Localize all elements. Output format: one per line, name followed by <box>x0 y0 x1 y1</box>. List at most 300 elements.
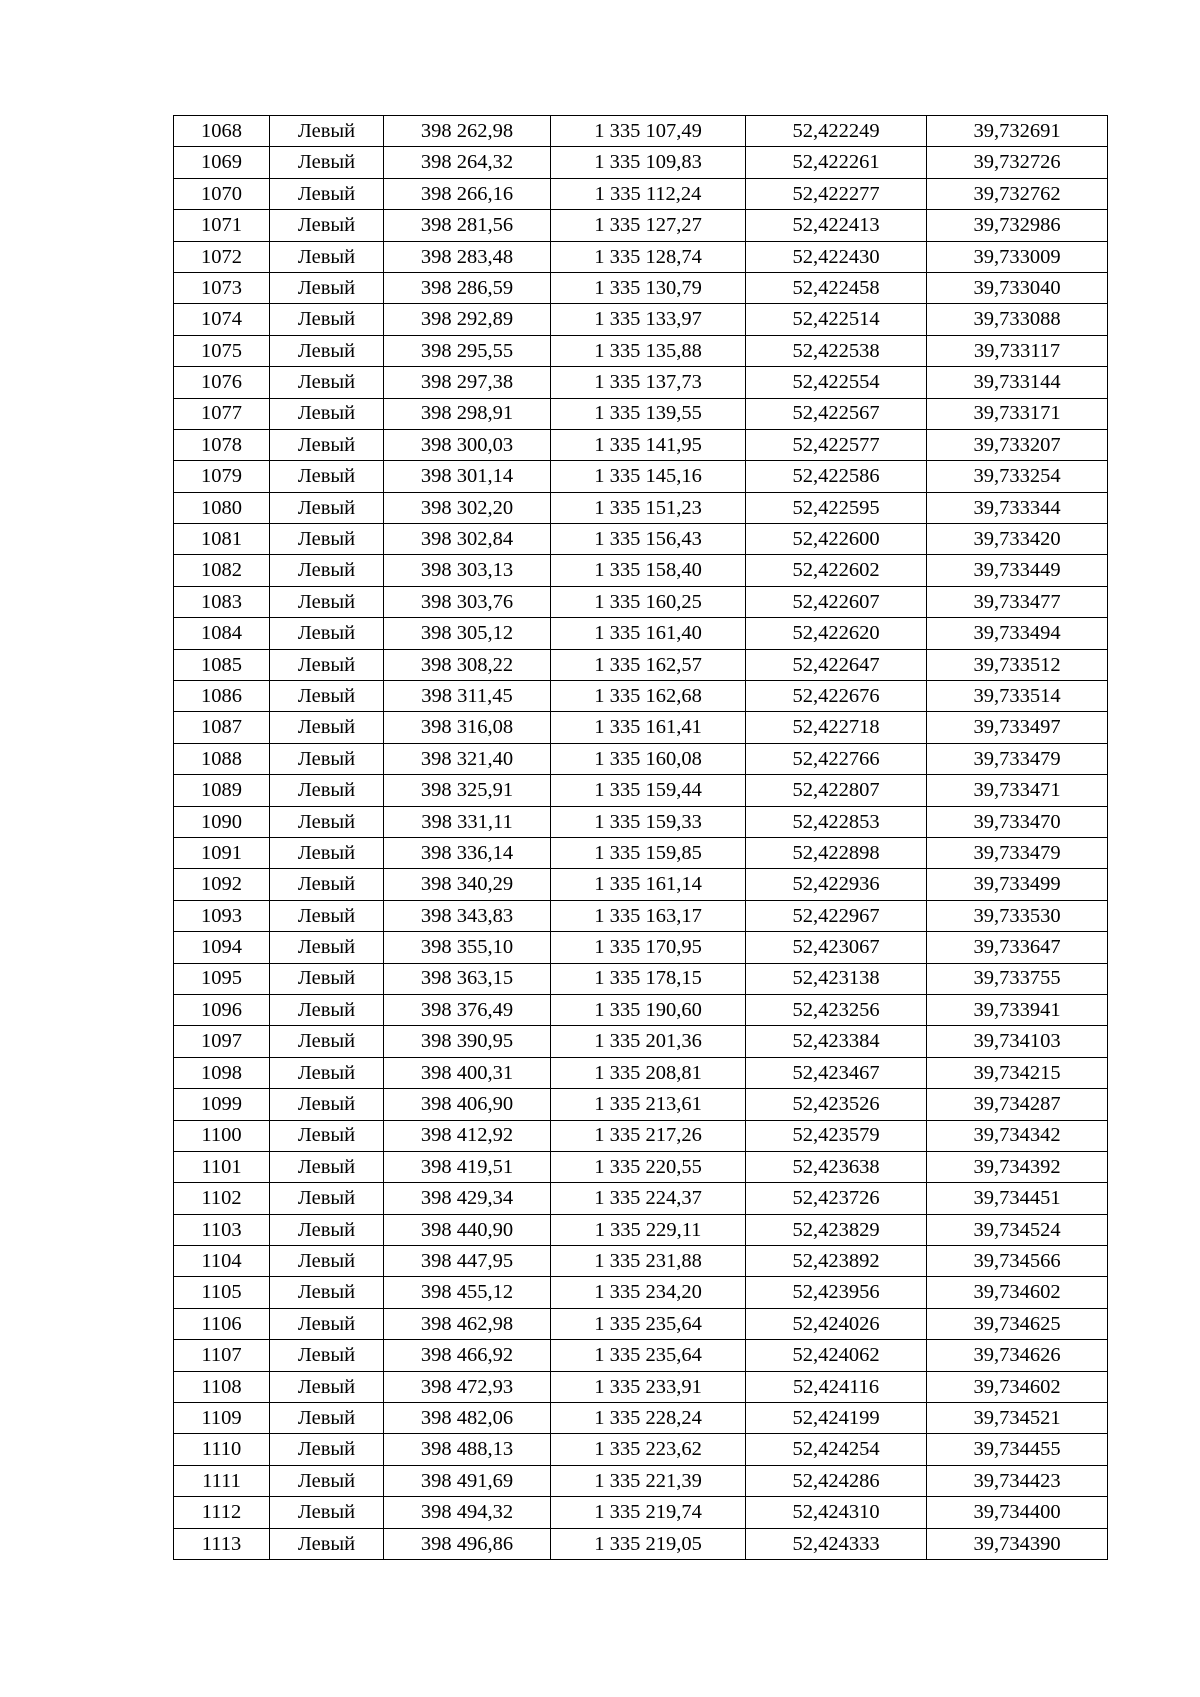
x-coordinate-cell: 398 295,55 <box>384 335 551 366</box>
table-row <box>174 1277 1108 1308</box>
longitude-cell: 39,733647 <box>927 932 1108 963</box>
x-coordinate-cell: 398 363,15 <box>384 963 551 994</box>
table-row <box>174 1403 1108 1434</box>
y-coordinate-cell: 1 335 219,74 <box>551 1497 746 1528</box>
longitude-cell: 39,734451 <box>927 1183 1108 1214</box>
longitude-cell: 39,734215 <box>927 1057 1108 1088</box>
longitude-cell: 39,733207 <box>927 429 1108 460</box>
side-cell: Левый <box>270 492 384 523</box>
table-row <box>174 335 1108 366</box>
y-coordinate-cell: 1 335 159,44 <box>551 775 746 806</box>
side-cell: Левый <box>270 524 384 555</box>
side-cell: Левый <box>270 743 384 774</box>
y-coordinate-cell: 1 335 228,24 <box>551 1403 746 1434</box>
point-number-cell: 1087 <box>174 712 270 743</box>
side-cell: Левый <box>270 837 384 868</box>
longitude-cell: 39,734625 <box>927 1308 1108 1339</box>
x-coordinate-cell: 398 303,13 <box>384 555 551 586</box>
point-number-cell: 1070 <box>174 178 270 209</box>
y-coordinate-cell: 1 335 158,40 <box>551 555 746 586</box>
latitude-cell: 52,423956 <box>746 1277 927 1308</box>
latitude-cell: 52,422577 <box>746 429 927 460</box>
y-coordinate-cell: 1 335 145,16 <box>551 461 746 492</box>
longitude-cell: 39,733420 <box>927 524 1108 555</box>
table-row <box>174 1026 1108 1057</box>
x-coordinate-cell: 398 491,69 <box>384 1465 551 1496</box>
longitude-cell: 39,733497 <box>927 712 1108 743</box>
table-row <box>174 743 1108 774</box>
longitude-cell: 39,734602 <box>927 1277 1108 1308</box>
y-coordinate-cell: 1 335 178,15 <box>551 963 746 994</box>
point-number-cell: 1084 <box>174 618 270 649</box>
table-row <box>174 116 1108 147</box>
y-coordinate-cell: 1 335 235,64 <box>551 1308 746 1339</box>
latitude-cell: 52,422620 <box>746 618 927 649</box>
latitude-cell: 52,422413 <box>746 210 927 241</box>
longitude-cell: 39,734602 <box>927 1371 1108 1402</box>
y-coordinate-cell: 1 335 159,85 <box>551 837 746 868</box>
table-row <box>174 681 1108 712</box>
side-cell: Левый <box>270 1026 384 1057</box>
table-row <box>174 649 1108 680</box>
longitude-cell: 39,732691 <box>927 116 1108 147</box>
x-coordinate-cell: 398 496,86 <box>384 1528 551 1559</box>
coordinates-table <box>173 115 1108 1560</box>
side-cell: Левый <box>270 1183 384 1214</box>
x-coordinate-cell: 398 466,92 <box>384 1340 551 1371</box>
longitude-cell: 39,733477 <box>927 586 1108 617</box>
side-cell: Левый <box>270 1528 384 1559</box>
longitude-cell: 39,733494 <box>927 618 1108 649</box>
longitude-cell: 39,734400 <box>927 1497 1108 1528</box>
point-number-cell: 1099 <box>174 1089 270 1120</box>
latitude-cell: 52,422602 <box>746 555 927 586</box>
x-coordinate-cell: 398 406,90 <box>384 1089 551 1120</box>
y-coordinate-cell: 1 335 107,49 <box>551 116 746 147</box>
y-coordinate-cell: 1 335 162,68 <box>551 681 746 712</box>
point-number-cell: 1112 <box>174 1497 270 1528</box>
table-row <box>174 1246 1108 1277</box>
side-cell: Левый <box>270 178 384 209</box>
latitude-cell: 52,422936 <box>746 869 927 900</box>
point-number-cell: 1103 <box>174 1214 270 1245</box>
point-number-cell: 1075 <box>174 335 270 366</box>
latitude-cell: 52,424199 <box>746 1403 927 1434</box>
point-number-cell: 1074 <box>174 304 270 335</box>
longitude-cell: 39,734342 <box>927 1120 1108 1151</box>
table-row <box>174 1151 1108 1182</box>
table-row <box>174 367 1108 398</box>
table-row <box>174 1371 1108 1402</box>
y-coordinate-cell: 1 335 221,39 <box>551 1465 746 1496</box>
x-coordinate-cell: 398 283,48 <box>384 241 551 272</box>
table-row <box>174 1089 1108 1120</box>
y-coordinate-cell: 1 335 128,74 <box>551 241 746 272</box>
latitude-cell: 52,423138 <box>746 963 927 994</box>
table-row <box>174 461 1108 492</box>
latitude-cell: 52,423067 <box>746 932 927 963</box>
longitude-cell: 39,733479 <box>927 837 1108 868</box>
point-number-cell: 1078 <box>174 429 270 460</box>
point-number-cell: 1096 <box>174 994 270 1025</box>
point-number-cell: 1093 <box>174 900 270 931</box>
table-row <box>174 210 1108 241</box>
table-row <box>174 1340 1108 1371</box>
x-coordinate-cell: 398 376,49 <box>384 994 551 1025</box>
latitude-cell: 52,422595 <box>746 492 927 523</box>
point-number-cell: 1072 <box>174 241 270 272</box>
latitude-cell: 52,423526 <box>746 1089 927 1120</box>
latitude-cell: 52,422853 <box>746 806 927 837</box>
x-coordinate-cell: 398 447,95 <box>384 1246 551 1277</box>
x-coordinate-cell: 398 281,56 <box>384 210 551 241</box>
y-coordinate-cell: 1 335 133,97 <box>551 304 746 335</box>
latitude-cell: 52,423638 <box>746 1151 927 1182</box>
point-number-cell: 1101 <box>174 1151 270 1182</box>
point-number-cell: 1089 <box>174 775 270 806</box>
latitude-cell: 52,422600 <box>746 524 927 555</box>
side-cell: Левый <box>270 963 384 994</box>
latitude-cell: 52,422607 <box>746 586 927 617</box>
longitude-cell: 39,733449 <box>927 555 1108 586</box>
x-coordinate-cell: 398 292,89 <box>384 304 551 335</box>
y-coordinate-cell: 1 335 161,40 <box>551 618 746 649</box>
longitude-cell: 39,733514 <box>927 681 1108 712</box>
longitude-cell: 39,733144 <box>927 367 1108 398</box>
point-number-cell: 1083 <box>174 586 270 617</box>
latitude-cell: 52,422261 <box>746 147 927 178</box>
side-cell: Левый <box>270 210 384 241</box>
table-row <box>174 272 1108 303</box>
side-cell: Левый <box>270 1465 384 1496</box>
longitude-cell: 39,733470 <box>927 806 1108 837</box>
side-cell: Левый <box>270 775 384 806</box>
latitude-cell: 52,423726 <box>746 1183 927 1214</box>
table-row <box>174 555 1108 586</box>
table-row <box>174 806 1108 837</box>
point-number-cell: 1095 <box>174 963 270 994</box>
table-row <box>174 900 1108 931</box>
point-number-cell: 1100 <box>174 1120 270 1151</box>
point-number-cell: 1104 <box>174 1246 270 1277</box>
longitude-cell: 39,733009 <box>927 241 1108 272</box>
point-number-cell: 1076 <box>174 367 270 398</box>
table-row <box>174 932 1108 963</box>
y-coordinate-cell: 1 335 201,36 <box>551 1026 746 1057</box>
x-coordinate-cell: 398 302,20 <box>384 492 551 523</box>
point-number-cell: 1068 <box>174 116 270 147</box>
point-number-cell: 1106 <box>174 1308 270 1339</box>
side-cell: Левый <box>270 681 384 712</box>
side-cell: Левый <box>270 241 384 272</box>
point-number-cell: 1085 <box>174 649 270 680</box>
point-number-cell: 1109 <box>174 1403 270 1434</box>
table-row <box>174 147 1108 178</box>
x-coordinate-cell: 398 297,38 <box>384 367 551 398</box>
x-coordinate-cell: 398 308,22 <box>384 649 551 680</box>
x-coordinate-cell: 398 340,29 <box>384 869 551 900</box>
table-row <box>174 398 1108 429</box>
side-cell: Левый <box>270 618 384 649</box>
longitude-cell: 39,733499 <box>927 869 1108 900</box>
x-coordinate-cell: 398 300,03 <box>384 429 551 460</box>
point-number-cell: 1105 <box>174 1277 270 1308</box>
point-number-cell: 1079 <box>174 461 270 492</box>
x-coordinate-cell: 398 336,14 <box>384 837 551 868</box>
side-cell: Левый <box>270 1308 384 1339</box>
longitude-cell: 39,733471 <box>927 775 1108 806</box>
latitude-cell: 52,422249 <box>746 116 927 147</box>
point-number-cell: 1088 <box>174 743 270 774</box>
latitude-cell: 52,424254 <box>746 1434 927 1465</box>
y-coordinate-cell: 1 335 231,88 <box>551 1246 746 1277</box>
latitude-cell: 52,424116 <box>746 1371 927 1402</box>
x-coordinate-cell: 398 455,12 <box>384 1277 551 1308</box>
table-row <box>174 1120 1108 1151</box>
longitude-cell: 39,734521 <box>927 1403 1108 1434</box>
latitude-cell: 52,424310 <box>746 1497 927 1528</box>
x-coordinate-cell: 398 325,91 <box>384 775 551 806</box>
table-row <box>174 304 1108 335</box>
x-coordinate-cell: 398 266,16 <box>384 178 551 209</box>
point-number-cell: 1080 <box>174 492 270 523</box>
table-row <box>174 429 1108 460</box>
y-coordinate-cell: 1 335 160,25 <box>551 586 746 617</box>
latitude-cell: 52,422554 <box>746 367 927 398</box>
y-coordinate-cell: 1 335 135,88 <box>551 335 746 366</box>
x-coordinate-cell: 398 355,10 <box>384 932 551 963</box>
side-cell: Левый <box>270 932 384 963</box>
longitude-cell: 39,734392 <box>927 1151 1108 1182</box>
longitude-cell: 39,732726 <box>927 147 1108 178</box>
latitude-cell: 52,422514 <box>746 304 927 335</box>
point-number-cell: 1090 <box>174 806 270 837</box>
y-coordinate-cell: 1 335 127,27 <box>551 210 746 241</box>
table-body <box>174 116 1108 1560</box>
y-coordinate-cell: 1 335 162,57 <box>551 649 746 680</box>
table-row <box>174 994 1108 1025</box>
x-coordinate-cell: 398 311,45 <box>384 681 551 712</box>
y-coordinate-cell: 1 335 159,33 <box>551 806 746 837</box>
y-coordinate-cell: 1 335 213,61 <box>551 1089 746 1120</box>
point-number-cell: 1111 <box>174 1465 270 1496</box>
side-cell: Левый <box>270 1403 384 1434</box>
y-coordinate-cell: 1 335 161,14 <box>551 869 746 900</box>
point-number-cell: 1107 <box>174 1340 270 1371</box>
side-cell: Левый <box>270 806 384 837</box>
y-coordinate-cell: 1 335 137,73 <box>551 367 746 398</box>
y-coordinate-cell: 1 335 220,55 <box>551 1151 746 1182</box>
side-cell: Левый <box>270 1214 384 1245</box>
x-coordinate-cell: 398 321,40 <box>384 743 551 774</box>
point-number-cell: 1098 <box>174 1057 270 1088</box>
latitude-cell: 52,422967 <box>746 900 927 931</box>
table-row <box>174 178 1108 209</box>
table-row <box>174 1308 1108 1339</box>
y-coordinate-cell: 1 335 219,05 <box>551 1528 746 1559</box>
latitude-cell: 52,424062 <box>746 1340 927 1371</box>
table-row <box>174 241 1108 272</box>
side-cell: Левый <box>270 586 384 617</box>
point-number-cell: 1094 <box>174 932 270 963</box>
side-cell: Левый <box>270 335 384 366</box>
point-number-cell: 1102 <box>174 1183 270 1214</box>
y-coordinate-cell: 1 335 190,60 <box>551 994 746 1025</box>
latitude-cell: 52,422567 <box>746 398 927 429</box>
point-number-cell: 1097 <box>174 1026 270 1057</box>
table-row <box>174 1528 1108 1559</box>
latitude-cell: 52,422807 <box>746 775 927 806</box>
point-number-cell: 1092 <box>174 869 270 900</box>
point-number-cell: 1113 <box>174 1528 270 1559</box>
latitude-cell: 52,422898 <box>746 837 927 868</box>
longitude-cell: 39,734455 <box>927 1434 1108 1465</box>
x-coordinate-cell: 398 482,06 <box>384 1403 551 1434</box>
y-coordinate-cell: 1 335 208,81 <box>551 1057 746 1088</box>
latitude-cell: 52,422586 <box>746 461 927 492</box>
table-row <box>174 618 1108 649</box>
longitude-cell: 39,733941 <box>927 994 1108 1025</box>
longitude-cell: 39,733254 <box>927 461 1108 492</box>
latitude-cell: 52,422458 <box>746 272 927 303</box>
side-cell: Левый <box>270 116 384 147</box>
x-coordinate-cell: 398 298,91 <box>384 398 551 429</box>
side-cell: Левый <box>270 1120 384 1151</box>
y-coordinate-cell: 1 335 141,95 <box>551 429 746 460</box>
side-cell: Левый <box>270 994 384 1025</box>
table-row <box>174 869 1108 900</box>
table-row <box>174 712 1108 743</box>
side-cell: Левый <box>270 398 384 429</box>
longitude-cell: 39,734103 <box>927 1026 1108 1057</box>
x-coordinate-cell: 398 440,90 <box>384 1214 551 1245</box>
table-row <box>174 524 1108 555</box>
y-coordinate-cell: 1 335 161,41 <box>551 712 746 743</box>
longitude-cell: 39,734566 <box>927 1246 1108 1277</box>
side-cell: Левый <box>270 900 384 931</box>
point-number-cell: 1071 <box>174 210 270 241</box>
latitude-cell: 52,423256 <box>746 994 927 1025</box>
latitude-cell: 52,422676 <box>746 681 927 712</box>
table-row <box>174 1497 1108 1528</box>
latitude-cell: 52,422538 <box>746 335 927 366</box>
side-cell: Левый <box>270 1340 384 1371</box>
side-cell: Левый <box>270 272 384 303</box>
table-row <box>174 1465 1108 1496</box>
side-cell: Левый <box>270 367 384 398</box>
longitude-cell: 39,732986 <box>927 210 1108 241</box>
point-number-cell: 1091 <box>174 837 270 868</box>
y-coordinate-cell: 1 335 170,95 <box>551 932 746 963</box>
x-coordinate-cell: 398 301,14 <box>384 461 551 492</box>
table-row <box>174 775 1108 806</box>
x-coordinate-cell: 398 400,31 <box>384 1057 551 1088</box>
latitude-cell: 52,422718 <box>746 712 927 743</box>
table-row <box>174 586 1108 617</box>
y-coordinate-cell: 1 335 109,83 <box>551 147 746 178</box>
side-cell: Левый <box>270 1246 384 1277</box>
side-cell: Левый <box>270 1151 384 1182</box>
y-coordinate-cell: 1 335 229,11 <box>551 1214 746 1245</box>
side-cell: Левый <box>270 147 384 178</box>
latitude-cell: 52,422647 <box>746 649 927 680</box>
point-number-cell: 1073 <box>174 272 270 303</box>
table-row <box>174 492 1108 523</box>
longitude-cell: 39,732762 <box>927 178 1108 209</box>
longitude-cell: 39,733344 <box>927 492 1108 523</box>
side-cell: Левый <box>270 712 384 743</box>
y-coordinate-cell: 1 335 233,91 <box>551 1371 746 1402</box>
side-cell: Левый <box>270 649 384 680</box>
longitude-cell: 39,734626 <box>927 1340 1108 1371</box>
side-cell: Левый <box>270 1497 384 1528</box>
y-coordinate-cell: 1 335 235,64 <box>551 1340 746 1371</box>
y-coordinate-cell: 1 335 234,20 <box>551 1277 746 1308</box>
x-coordinate-cell: 398 494,32 <box>384 1497 551 1528</box>
x-coordinate-cell: 398 331,11 <box>384 806 551 837</box>
longitude-cell: 39,734524 <box>927 1214 1108 1245</box>
latitude-cell: 52,422430 <box>746 241 927 272</box>
side-cell: Левый <box>270 1277 384 1308</box>
y-coordinate-cell: 1 335 130,79 <box>551 272 746 303</box>
x-coordinate-cell: 398 462,98 <box>384 1308 551 1339</box>
latitude-cell: 52,423384 <box>746 1026 927 1057</box>
latitude-cell: 52,423892 <box>746 1246 927 1277</box>
point-number-cell: 1081 <box>174 524 270 555</box>
longitude-cell: 39,733755 <box>927 963 1108 994</box>
latitude-cell: 52,424286 <box>746 1465 927 1496</box>
x-coordinate-cell: 398 303,76 <box>384 586 551 617</box>
side-cell: Левый <box>270 1371 384 1402</box>
x-coordinate-cell: 398 264,32 <box>384 147 551 178</box>
x-coordinate-cell: 398 305,12 <box>384 618 551 649</box>
x-coordinate-cell: 398 302,84 <box>384 524 551 555</box>
y-coordinate-cell: 1 335 139,55 <box>551 398 746 429</box>
y-coordinate-cell: 1 335 163,17 <box>551 900 746 931</box>
longitude-cell: 39,734390 <box>927 1528 1108 1559</box>
x-coordinate-cell: 398 286,59 <box>384 272 551 303</box>
longitude-cell: 39,733479 <box>927 743 1108 774</box>
longitude-cell: 39,733040 <box>927 272 1108 303</box>
point-number-cell: 1086 <box>174 681 270 712</box>
side-cell: Левый <box>270 555 384 586</box>
x-coordinate-cell: 398 429,34 <box>384 1183 551 1214</box>
point-number-cell: 1077 <box>174 398 270 429</box>
table-row <box>174 1434 1108 1465</box>
y-coordinate-cell: 1 335 160,08 <box>551 743 746 774</box>
point-number-cell: 1110 <box>174 1434 270 1465</box>
y-coordinate-cell: 1 335 217,26 <box>551 1120 746 1151</box>
longitude-cell: 39,733117 <box>927 335 1108 366</box>
side-cell: Левый <box>270 1434 384 1465</box>
latitude-cell: 52,423579 <box>746 1120 927 1151</box>
longitude-cell: 39,733512 <box>927 649 1108 680</box>
point-number-cell: 1108 <box>174 1371 270 1402</box>
table-row <box>174 1214 1108 1245</box>
latitude-cell: 52,424026 <box>746 1308 927 1339</box>
longitude-cell: 39,734423 <box>927 1465 1108 1496</box>
longitude-cell: 39,734287 <box>927 1089 1108 1120</box>
x-coordinate-cell: 398 316,08 <box>384 712 551 743</box>
y-coordinate-cell: 1 335 223,62 <box>551 1434 746 1465</box>
side-cell: Левый <box>270 869 384 900</box>
table-row <box>174 837 1108 868</box>
point-number-cell: 1082 <box>174 555 270 586</box>
y-coordinate-cell: 1 335 112,24 <box>551 178 746 209</box>
latitude-cell: 52,422277 <box>746 178 927 209</box>
latitude-cell: 52,424333 <box>746 1528 927 1559</box>
x-coordinate-cell: 398 262,98 <box>384 116 551 147</box>
